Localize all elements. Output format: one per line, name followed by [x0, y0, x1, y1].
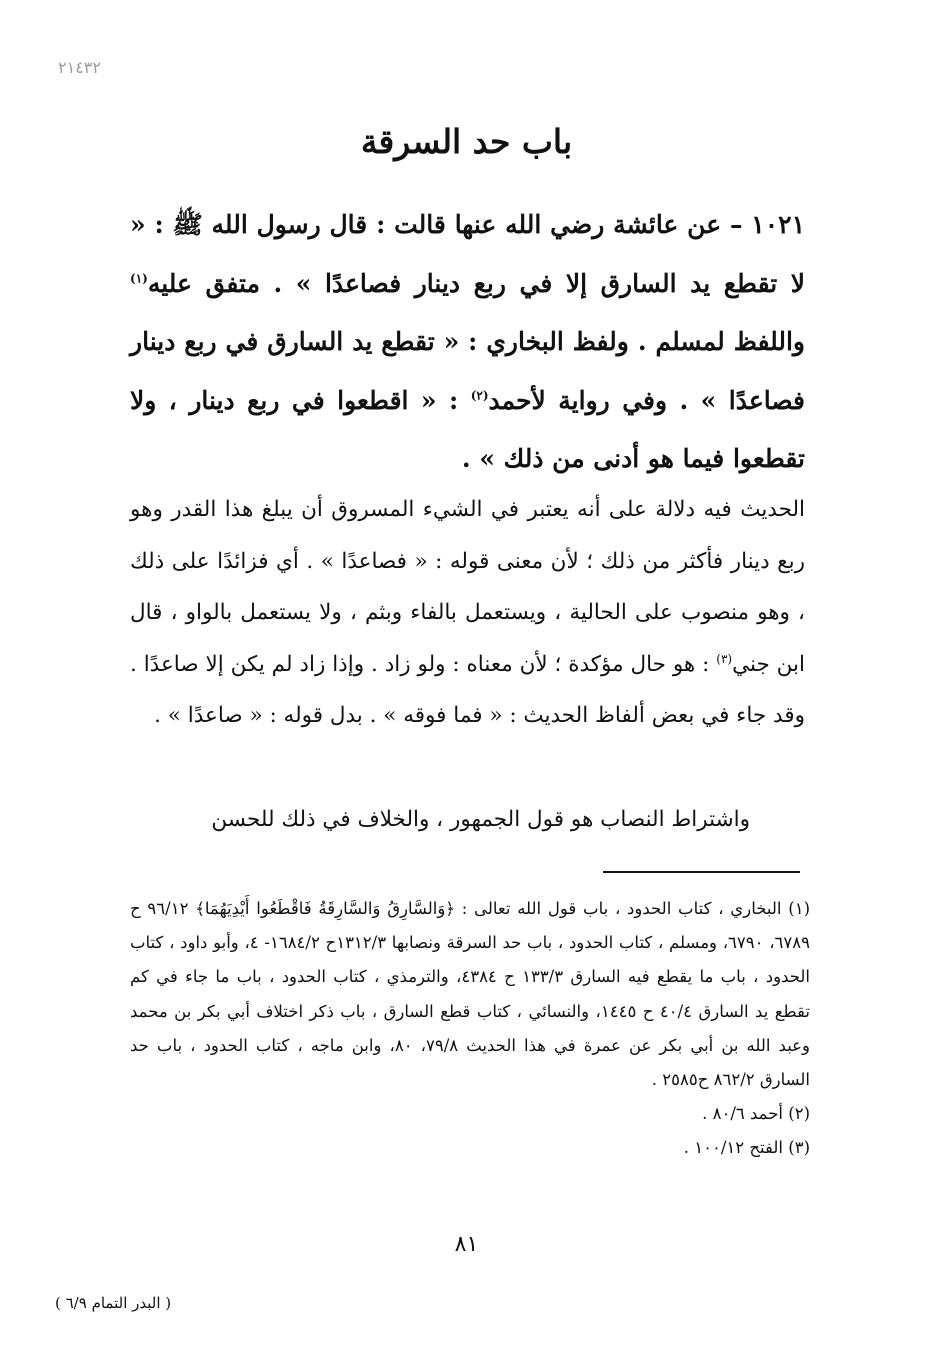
footnote-2: [130, 1097, 810, 1131]
commentary-part-2: : هو حال مؤكدة ؛ لأن معناه : ولو زاد . وإذا زاد لم يكن إلا صاعدًا . وقد جاء في بعض ألفاظ الحديث : « فما فوقه » . بدل قوله : « صاعدًا » .: [130, 651, 805, 728]
footnote-3: [130, 1131, 810, 1165]
footnote-ref-3: (٣): [716, 651, 733, 666]
footnote-number: (٣): [788, 1138, 810, 1158]
footnote-ref-2: (٢): [470, 388, 489, 403]
commentary-part-1: الحديث فيه دلالة على أنه يعتبر في الشيء المسروق أن يبلغ هذا القدر وهو ربع دينار فأكثر من ذلك ؛ لأن معنى قوله : « فصاعدًا » . أي فزائدًا على ذلك ، وهو منصوب على الحالية ، ويستعمل بالفاء وبثم ، ولا يستعمل بالواو ، قال ابن جني: [130, 497, 805, 677]
footnote-number: (١): [788, 899, 810, 918]
running-footer: ( البدر التمام ٦/٩ ): [55, 1294, 172, 1312]
chapter-title: باب حد السرقة: [360, 122, 573, 161]
hadith-part-3: : « اقطعوا في ربع دينار ، ولا تقطعوا فيما هو أدنى من ذلك » .: [130, 385, 805, 473]
footnote-divider: [603, 871, 800, 873]
paragraph-2: واشتراط النصاب هو قول الجمهور ، والخلاف في ذلك للحسن: [211, 807, 750, 832]
page-number: ٨١: [454, 1232, 479, 1257]
hadith-part-2: واللفظ لمسلم . ولفظ البخاري : « تقطع يد السارق في ربع دينار فصاعدًا » . وفي رواية لأحمد: [130, 327, 805, 415]
footnotes: [130, 892, 810, 1166]
footnote-ref-1: (١): [130, 271, 148, 286]
footnote-text: البخاري ، كتاب الحدود ، باب قول الله تعالى : ﴿وَالسَّارِقُ وَالسَّارِقَةُ فَاقْطَعُوا أَيْدِيَهُمَا﴾ ٩٦/١٢ ح ٦٧٨٩، ٦٧٩٠، ومسلم ، كتاب الحدود ، باب حد السرقة ونصابها ١٣١٢/٣ح ١٦٨٤/٢- ٤، وأبو داود ، كتاب الحدود ، باب ما يقطع فيه السارق ١٣٣/٣ ح ٤٣٨٤، والترمذي ، كتاب الحدود ، باب ما جاء في كم تقطع يد السارق ٤٠/٤ ح ١٤٤٥، والنسائي ، كتاب قطع السارق ، باب ذكر اختلاف أبي بكر بن محمد وعبد الله بن أبي بكر عن عمرة في هذا الحديث ٧٩/٨، ٨٠، وابن ماجه ، كتاب الحدود ، باب حد السارق ٨٦٢/٢ ح٢٥٨٥ .: [130, 899, 811, 1090]
hadith-text: [130, 196, 805, 489]
footnote-text: أحمد ٨٠/٦ .: [702, 1104, 783, 1124]
commentary-paragraph: [130, 484, 805, 742]
footnote-number: (٢): [788, 1104, 810, 1124]
footnote-1: [130, 892, 810, 1097]
footnote-text: الفتح ١٠٠/١٢ .: [683, 1138, 783, 1158]
hadith-part-1: ١٠٢١ – عن عائشة رضي الله عنها قالت : قال رسول الله ﷺ : « لا تقطع يد السارق إلا في ربع دينار فصاعدًا » . متفق عليه: [130, 210, 805, 298]
library-stamp: ٢١٤٣٢: [58, 58, 101, 77]
